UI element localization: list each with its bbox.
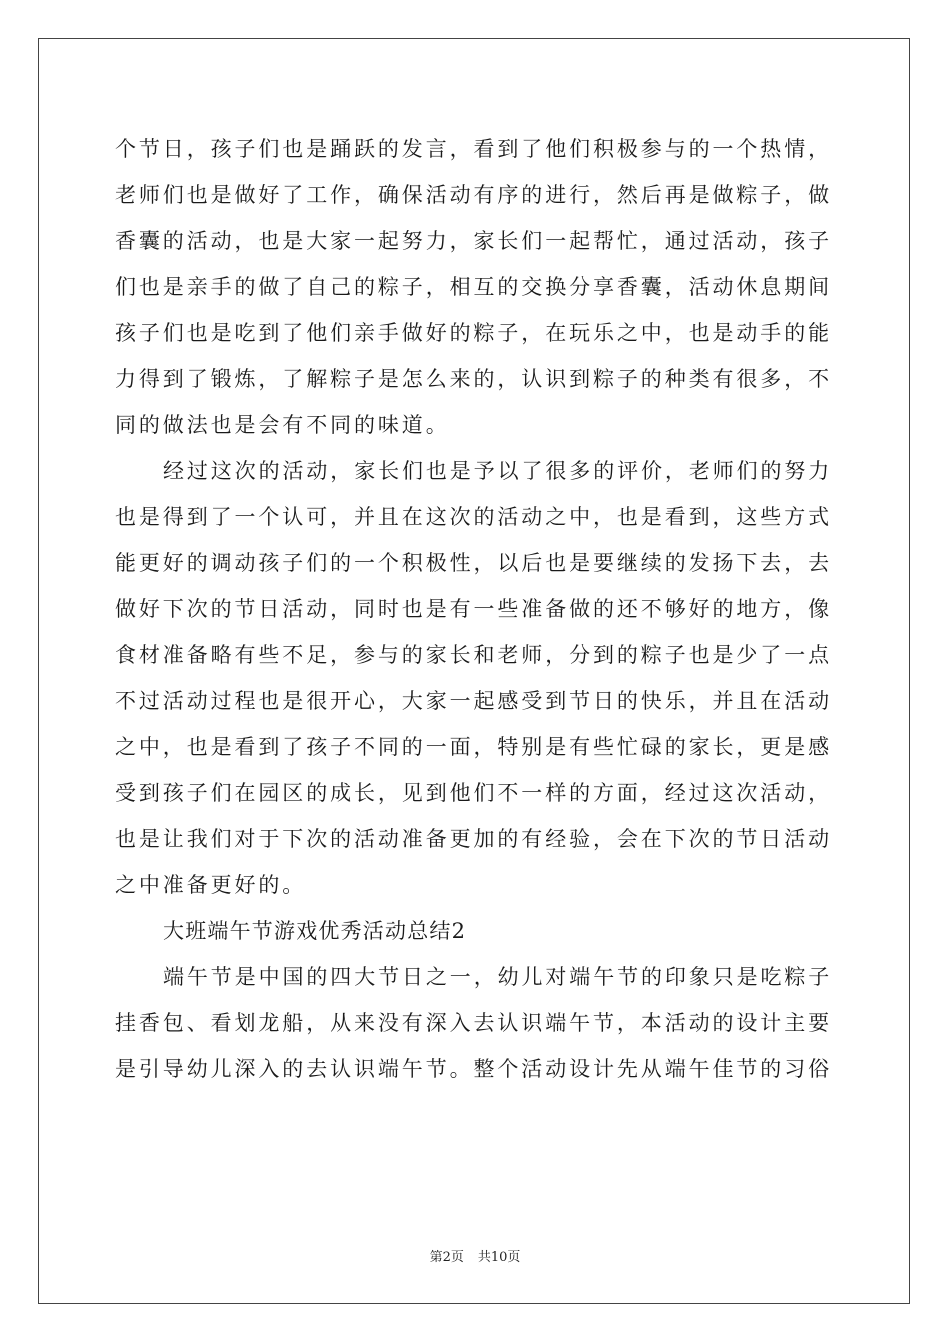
text-line: 做好下次的节日活动，同时也是有一些准备做的还不够好的地方，像 xyxy=(115,597,832,621)
paragraph-2 xyxy=(115,448,833,908)
text-line: 也是得到了一个认可，并且在这次的活动之中，也是看到，这些方式 xyxy=(115,505,832,529)
text-line: 力得到了锻炼，了解粽子是怎么来的，认识到粽子的种类有很多，不 xyxy=(115,367,832,391)
page-number: 第2页 xyxy=(429,1250,464,1265)
text-line: 挂香包、看划龙船，从来没有深入去认识端午节，本活动的设计主要 xyxy=(115,1011,832,1035)
text-line: 食材准备略有些不足，参与的家长和老师，分到的粽子也是少了一点 xyxy=(115,643,832,667)
text-line: 端午节是中国的四大节日之一，幼儿对端午节的印象只是吃粽子 xyxy=(163,965,833,989)
paragraph-3 xyxy=(115,954,833,1092)
text-line: 也是让我们对于下次的活动准备更加的有经验，会在下次的节日活动 xyxy=(115,827,832,851)
document-body xyxy=(115,126,833,1092)
text-line: 经过这次的活动，家长们也是予以了很多的评价，老师们的努力 xyxy=(163,459,833,483)
text-line: 同的做法也是会有不同的味道。 xyxy=(115,413,450,437)
page-total: 共10页 xyxy=(477,1250,521,1265)
text-line: 香囊的活动，也是大家一起努力，家长们一起帮忙，通过活动，孩子 xyxy=(115,229,832,253)
section-heading: 大班端午节游戏优秀活动总结2 xyxy=(163,919,467,943)
text-line: 老师们也是做好了工作，确保活动有序的进行，然后再是做粽子，做 xyxy=(115,183,832,207)
text-line: 之中准备更好的。 xyxy=(115,873,307,897)
text-line: 能更好的调动孩子们的一个积极性，以后也是要继续的发扬下去，去 xyxy=(115,551,832,575)
text-line: 不过活动过程也是很开心，大家一起感受到节日的快乐，并且在活动 xyxy=(115,689,832,713)
text-line: 受到孩子们在园区的成长，见到他们不一样的方面，经过这次活动， xyxy=(115,781,832,805)
text-line: 孩子们也是吃到了他们亲手做好的粽子，在玩乐之中，也是动手的能 xyxy=(115,321,832,345)
text-line: 个节日，孩子们也是踊跃的发言，看到了他们积极参与的一个热情， xyxy=(115,137,832,161)
paragraph-1 xyxy=(115,126,833,448)
text-line: 是引导幼儿深入的去认识端午节。整个活动设计先从端午佳节的习俗 xyxy=(115,1057,832,1081)
page-footer xyxy=(0,1246,950,1265)
text-line: 之中，也是看到了孩子不同的一面，特别是有些忙碌的家长，更是感 xyxy=(115,735,832,759)
text-line: 们也是亲手的做了自己的粽子，相互的交换分享香囊，活动休息期间 xyxy=(115,275,832,299)
